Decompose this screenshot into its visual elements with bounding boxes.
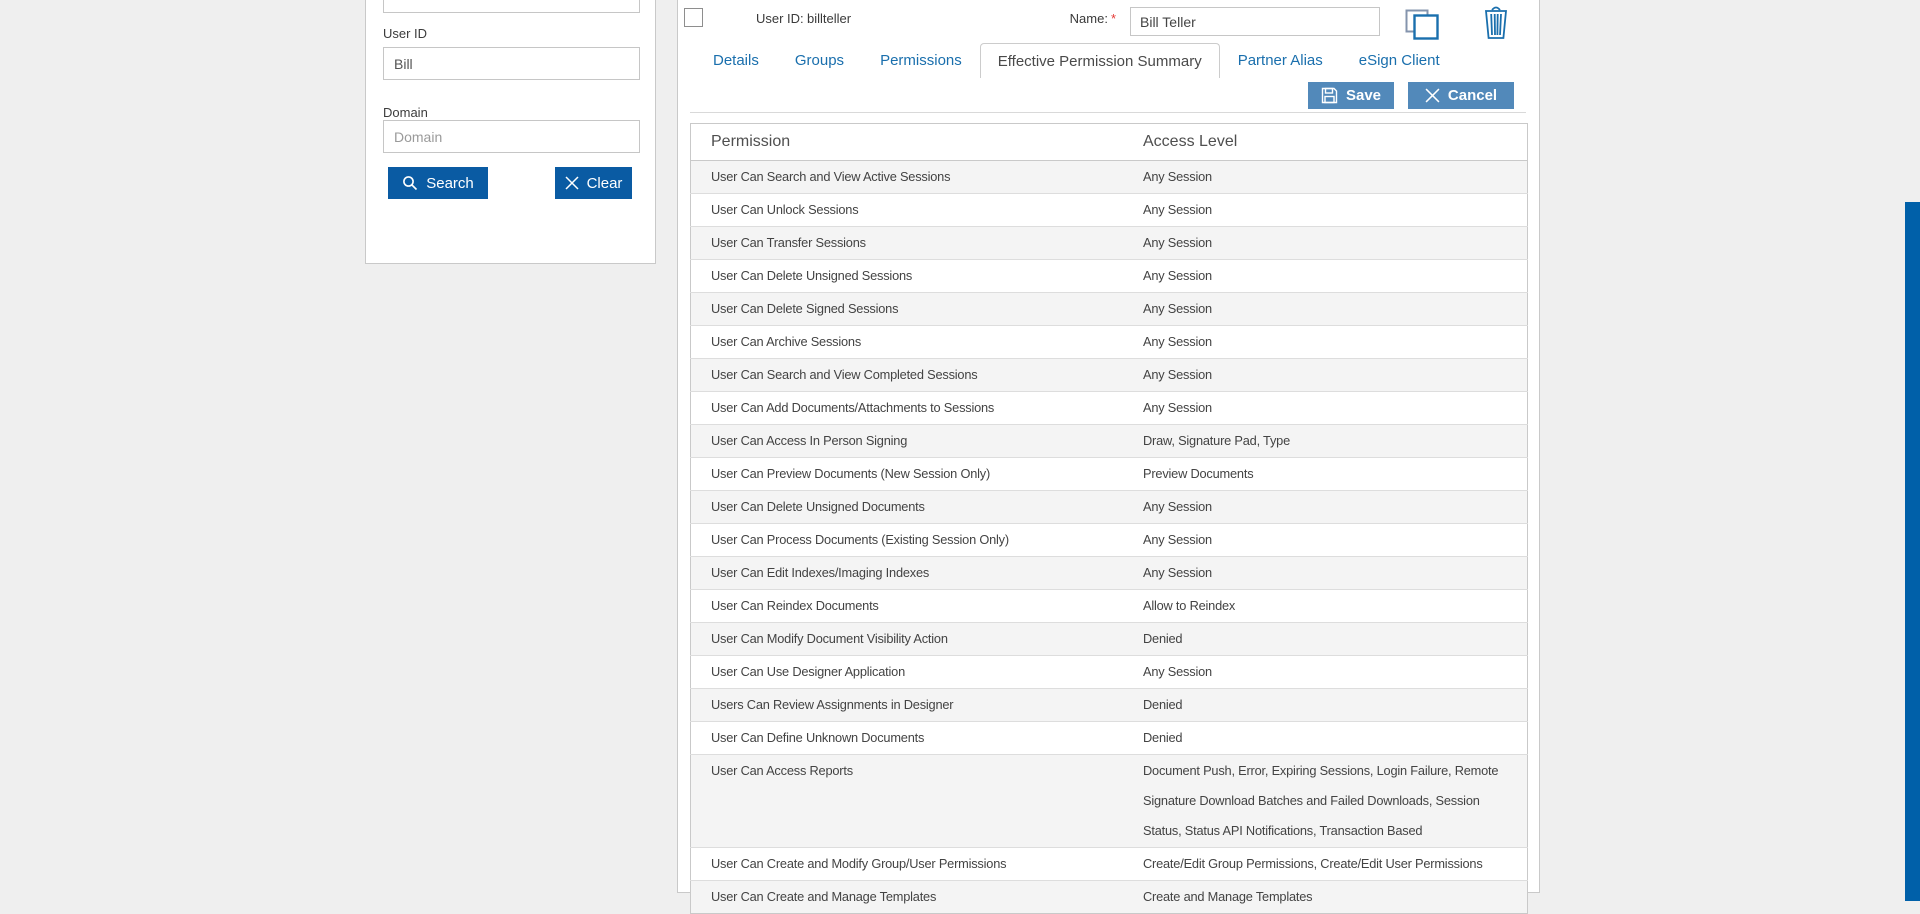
- permission-row: [691, 524, 1528, 557]
- save-icon: [1321, 87, 1338, 104]
- name-label-group: [978, 11, 1116, 26]
- access-level-cell: Allow to Reindex: [1143, 590, 1528, 623]
- tab-label: Partner Alias: [1238, 52, 1323, 69]
- tab[interactable]: [777, 43, 862, 78]
- permission-row: [691, 848, 1528, 881]
- search-button[interactable]: [388, 167, 488, 199]
- search-icon: [402, 175, 418, 191]
- permission-cell: User Can Access Reports: [691, 755, 1144, 848]
- cancel-button-label: Cancel: [1448, 87, 1497, 104]
- truncated-top-field[interactable]: [383, 0, 640, 13]
- tab[interactable]: [695, 43, 777, 78]
- access-level-cell: Any Session: [1143, 227, 1528, 260]
- access-level-cell: Any Session: [1143, 161, 1528, 194]
- x-icon: [565, 176, 579, 190]
- permission-row: [691, 557, 1528, 590]
- access-level-cell: Create and Manage Templates: [1143, 881, 1528, 914]
- permission-row: [691, 590, 1528, 623]
- x-icon: [1425, 88, 1440, 103]
- tab[interactable]: [862, 43, 980, 78]
- name-label: Name:: [1070, 11, 1108, 26]
- permission-row: [691, 194, 1528, 227]
- header-divider: [690, 112, 1526, 113]
- permission-cell: User Can Create and Manage Templates: [691, 881, 1144, 914]
- access-level-cell: Denied: [1143, 722, 1528, 755]
- permission-cell: Users Can Review Assignments in Designer: [691, 689, 1144, 722]
- permission-cell: User Can Modify Document Visibility Action: [691, 623, 1144, 656]
- save-button[interactable]: [1308, 82, 1394, 109]
- table-header-row: [691, 124, 1528, 161]
- save-button-label: Save: [1346, 87, 1381, 104]
- permission-cell: User Can Delete Unsigned Documents: [691, 491, 1144, 524]
- header-user-id-value: billteller: [807, 11, 851, 26]
- access-level-cell: Any Session: [1143, 194, 1528, 227]
- access-level-cell: Any Session: [1143, 293, 1528, 326]
- permission-row: [691, 260, 1528, 293]
- access-level-cell: Any Session: [1143, 557, 1528, 590]
- permission-cell: User Can Search and View Completed Sessions: [691, 359, 1144, 392]
- clear-button[interactable]: [555, 167, 632, 199]
- permission-row: [691, 227, 1528, 260]
- tab[interactable]: [980, 43, 1220, 78]
- permission-row: [691, 656, 1528, 689]
- permission-row: [691, 491, 1528, 524]
- trash-icon: [1480, 5, 1512, 41]
- name-input[interactable]: [1130, 7, 1380, 36]
- permission-cell: User Can Unlock Sessions: [691, 194, 1144, 227]
- tab-label: eSign Client: [1359, 52, 1440, 69]
- access-level-cell: Denied: [1143, 623, 1528, 656]
- access-level-cell: Create/Edit Group Permissions, Create/Edit User Permissions: [1143, 848, 1528, 881]
- permission-row: [691, 755, 1528, 848]
- access-level-cell: Any Session: [1143, 491, 1528, 524]
- permission-row: [691, 425, 1528, 458]
- permission-cell: User Can Search and View Active Sessions: [691, 161, 1144, 194]
- header-user-id-label: User ID:: [756, 11, 804, 26]
- delete-user-button[interactable]: [1480, 5, 1512, 41]
- user-search-panel: [365, 0, 656, 264]
- tab-label: Permissions: [880, 52, 962, 69]
- permission-row: [691, 458, 1528, 491]
- column-header-permission: Permission: [691, 124, 1144, 161]
- user-select-checkbox[interactable]: [684, 8, 703, 27]
- user-id-label: User ID: [383, 26, 427, 41]
- cancel-button[interactable]: [1408, 82, 1514, 109]
- permission-cell: User Can Define Unknown Documents: [691, 722, 1144, 755]
- permission-cell: User Can Delete Signed Sessions: [691, 293, 1144, 326]
- access-level-cell: Preview Documents: [1143, 458, 1528, 491]
- copy-icon: [1405, 9, 1445, 41]
- access-level-cell: Any Session: [1143, 656, 1528, 689]
- search-button-label: Search: [426, 175, 474, 192]
- tab-label: Effective Permission Summary: [998, 53, 1202, 70]
- permission-cell: User Can Archive Sessions: [691, 326, 1144, 359]
- permission-cell: User Can Preview Documents (New Session Only): [691, 458, 1144, 491]
- permission-cell: User Can Delete Unsigned Sessions: [691, 260, 1144, 293]
- domain-label: Domain: [383, 105, 428, 120]
- tab[interactable]: [1220, 43, 1341, 78]
- permission-cell: User Can Use Designer Application: [691, 656, 1144, 689]
- permission-row: [691, 722, 1528, 755]
- scrollbar-thumb[interactable]: [1905, 202, 1920, 901]
- user-detail-panel: [677, 0, 1540, 893]
- clear-button-label: Clear: [587, 175, 623, 192]
- tab-label: Details: [713, 52, 759, 69]
- permission-row: [691, 359, 1528, 392]
- permission-row: [691, 689, 1528, 722]
- permission-cell: User Can Create and Modify Group/User Permissions: [691, 848, 1144, 881]
- access-level-cell: Any Session: [1143, 392, 1528, 425]
- permissions-table: [690, 123, 1528, 914]
- permission-cell: User Can Add Documents/Attachments to Sessions: [691, 392, 1144, 425]
- access-level-cell: Any Session: [1143, 359, 1528, 392]
- permission-row: [691, 293, 1528, 326]
- copy-user-button[interactable]: [1405, 9, 1445, 41]
- domain-input[interactable]: [383, 120, 640, 153]
- access-level-cell: Any Session: [1143, 524, 1528, 557]
- permission-row: [691, 392, 1528, 425]
- access-level-cell: Denied: [1143, 689, 1528, 722]
- permission-cell: User Can Edit Indexes/Imaging Indexes: [691, 557, 1144, 590]
- permission-cell: User Can Reindex Documents: [691, 590, 1144, 623]
- required-asterisk: *: [1111, 11, 1116, 26]
- tab-label: Groups: [795, 52, 844, 69]
- permission-row: [691, 623, 1528, 656]
- access-level-cell: Any Session: [1143, 260, 1528, 293]
- permission-row: [691, 326, 1528, 359]
- tab-bar: [690, 43, 1458, 78]
- permission-cell: User Can Transfer Sessions: [691, 227, 1144, 260]
- permission-cell: User Can Access In Person Signing: [691, 425, 1144, 458]
- permission-cell: User Can Process Documents (Existing Session Only): [691, 524, 1144, 557]
- column-header-access-level: Access Level: [1143, 124, 1528, 161]
- user-id-input[interactable]: [383, 47, 640, 80]
- permission-row: [691, 161, 1528, 194]
- access-level-cell: Draw, Signature Pad, Type: [1143, 425, 1528, 458]
- permission-row: [691, 881, 1528, 914]
- access-level-cell: Any Session: [1143, 326, 1528, 359]
- tab[interactable]: [1341, 43, 1458, 78]
- access-level-cell: Document Push, Error, Expiring Sessions, Login Failure, Remote Signature Download Batches and Failed Downloads, Session Status, Status API Notifications, Transaction Based: [1143, 755, 1528, 848]
